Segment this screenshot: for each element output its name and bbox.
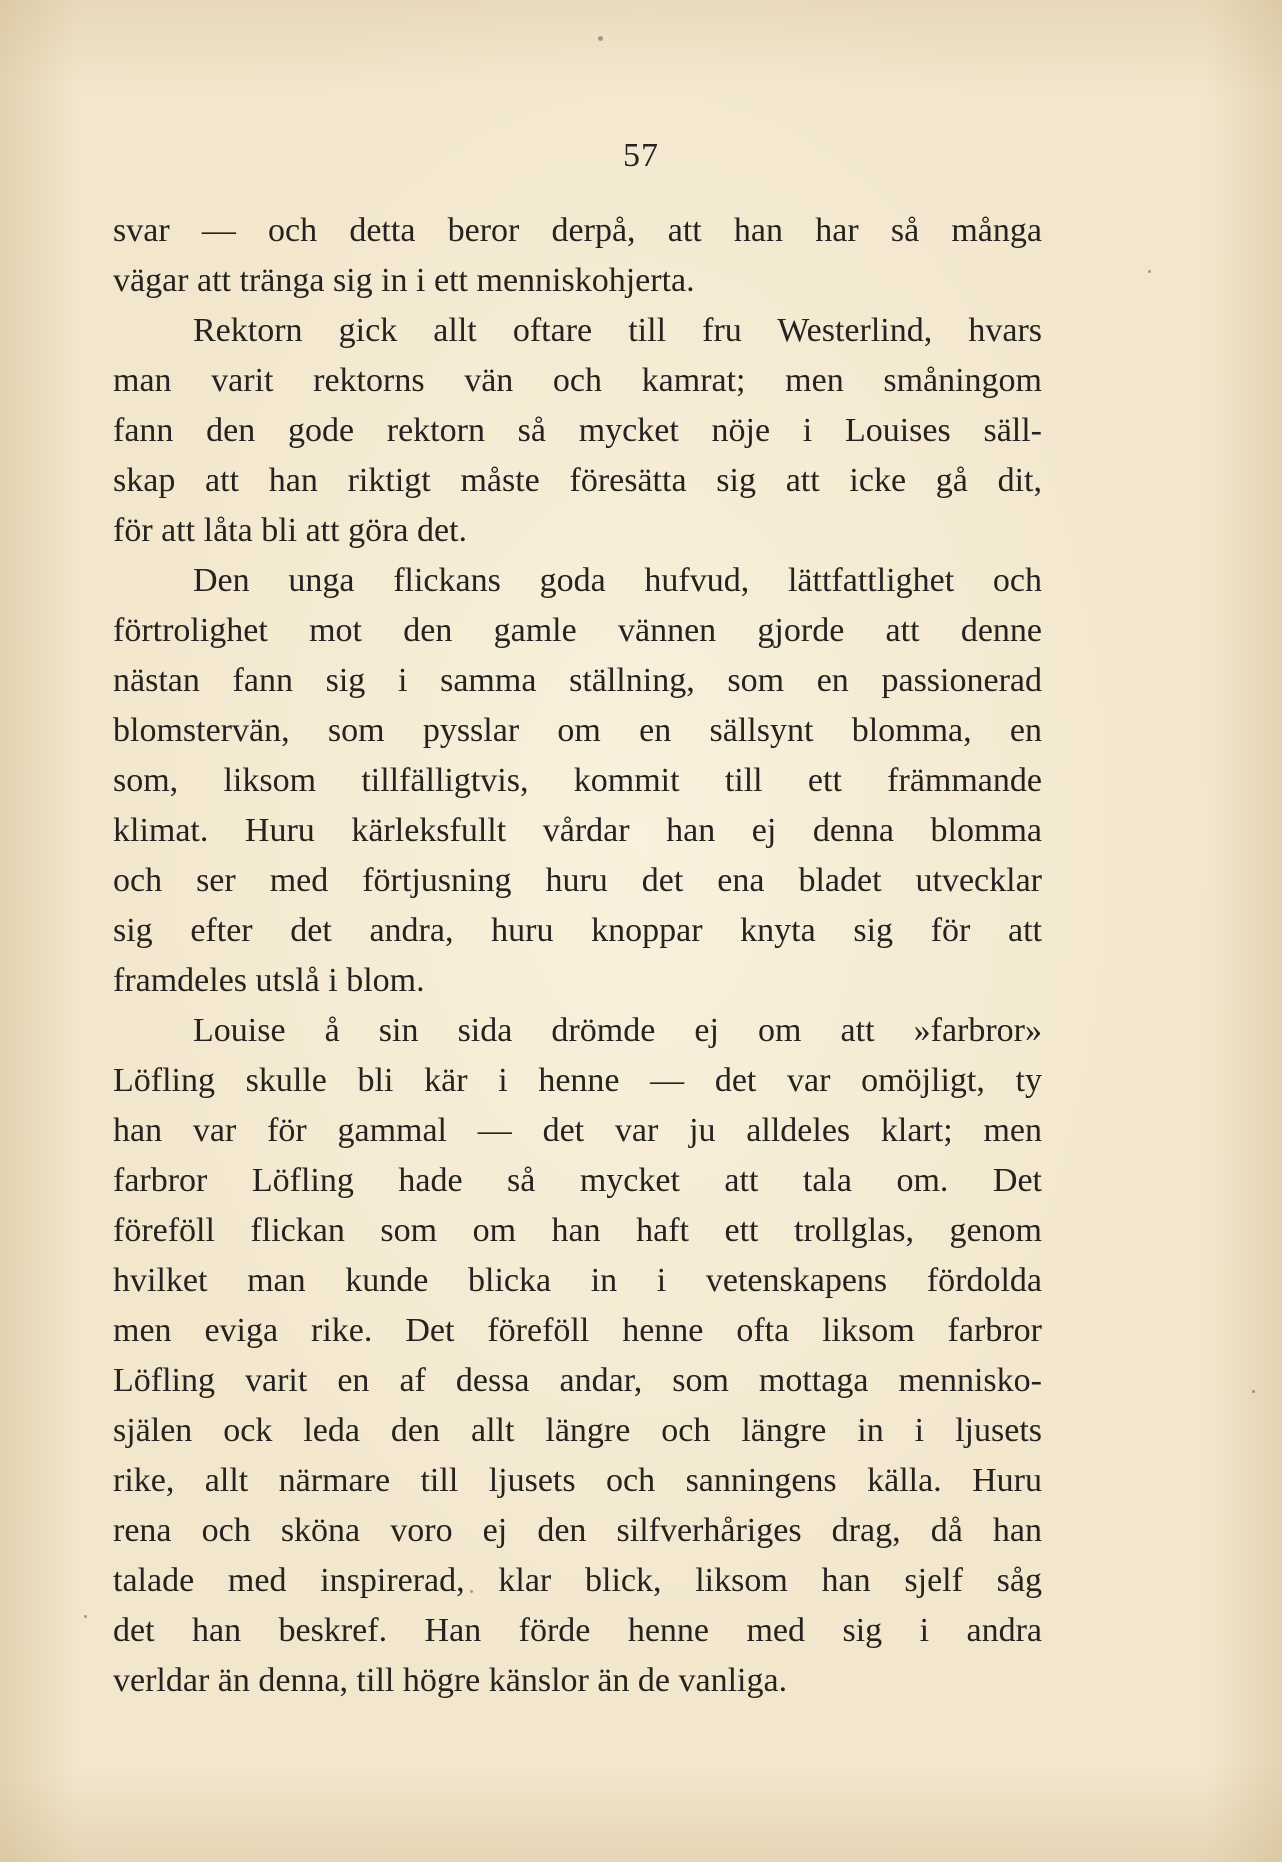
text-line: men eviga rike. Det föreföll henne ofta liksom farbror — [113, 1312, 1042, 1349]
paper-speck — [1148, 270, 1151, 273]
text-line: skap att han riktigt måste föresätta sig att icke gå dit, — [113, 462, 1042, 499]
paper-speck — [1252, 1390, 1255, 1393]
text-line: fann den gode rektorn så mycket nöje i Louises säll- — [113, 412, 1042, 449]
text-line: Louise å sin sida drömde ej om att »farbror» — [193, 1012, 1042, 1049]
text-line: verldar än denna, till högre känslor än de vanliga. — [113, 1662, 788, 1699]
text-line: det han beskref. Han förde henne med sig i andra — [113, 1612, 1042, 1649]
page-number: 57 — [623, 137, 659, 174]
text-line: själen ock leda den allt längre och längre in i ljusets — [113, 1412, 1042, 1449]
text-line: Rektorn gick allt oftare till fru Westerlind, hvars — [193, 312, 1042, 349]
text-line: förtrolighet mot den gamle vännen gjorde att denne — [113, 612, 1042, 649]
body-text — [113, 206, 1042, 1706]
text-line: för att låta bli att göra det. — [113, 512, 468, 549]
text-line: svar — och detta beror derpå, att han har så många — [113, 212, 1042, 249]
text-line: framdeles utslå i blom. — [113, 962, 425, 999]
text-line: man varit rektorns vän och kamrat; men småningom — [113, 362, 1042, 399]
text-line: föreföll flickan som om han haft ett trollglas, genom — [113, 1212, 1042, 1249]
text-line: sig efter det andra, huru knoppar knyta sig för att — [113, 912, 1042, 949]
text-line: vägar att tränga sig in i ett menniskohjerta. — [113, 262, 695, 299]
text-line: talade med inspirerad, klar blick, liksom han sjelf såg — [113, 1562, 1042, 1599]
text-line: rike, allt närmare till ljusets och sanningens källa. Huru — [113, 1462, 1042, 1499]
text-line: nästan fann sig i samma ställning, som en passionerad — [113, 662, 1042, 699]
text-line: hvilket man kunde blicka in i vetenskapens fördolda — [113, 1262, 1042, 1299]
text-line: blomstervän, som pysslar om en sällsynt blomma, en — [113, 712, 1042, 749]
text-line: farbror Löfling hade så mycket att tala om. Det — [113, 1162, 1042, 1199]
text-line: Den unga flickans goda hufvud, lättfattlighet och — [193, 562, 1042, 599]
text-line: och ser med förtjusning huru det ena bladet utvecklar — [113, 862, 1042, 899]
paper-speck — [84, 1615, 87, 1618]
text-line: Löfling skulle bli kär i henne — det var omöjligt, ty — [113, 1062, 1042, 1099]
paper-speck — [598, 36, 603, 41]
text-line: som, liksom tillfälligtvis, kommit till ett främmande — [113, 762, 1042, 799]
text-line: rena och sköna voro ej den silfverhåriges drag, då han — [113, 1512, 1042, 1549]
text-line: klimat. Huru kärleksfullt vårdar han ej denna blomma — [113, 812, 1042, 849]
text-line: Löfling varit en af dessa andar, som mottaga mennisko- — [113, 1362, 1042, 1399]
text-line: han var för gammal — det var ju alldeles klart; men — [113, 1112, 1042, 1149]
